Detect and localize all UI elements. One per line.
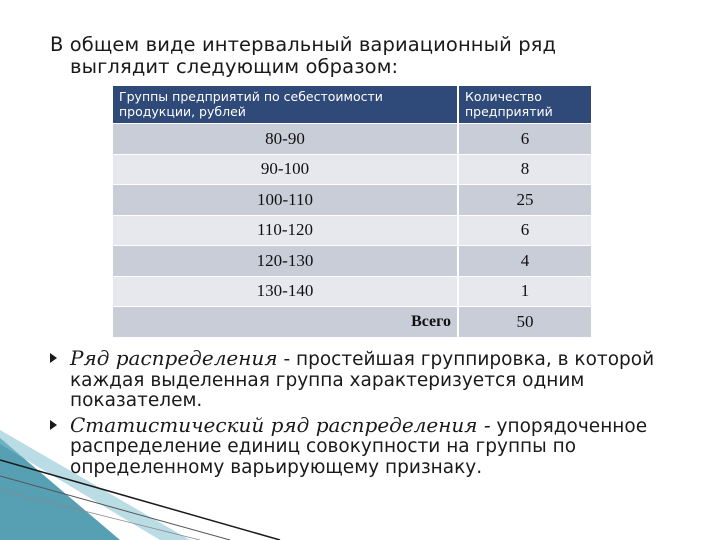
group-cell: 120-130 [113,246,458,277]
table-row [113,185,591,216]
definition-text: - простейшая группировка, в которой каждая выделенная группа характеризуется одним показателем. [70,349,655,411]
table-header-row [113,86,591,124]
count-cell: 4 [458,246,591,277]
triangle-bullet-icon [50,353,57,363]
corner-decoration [0,430,300,540]
count-cell: 8 [458,154,591,185]
triangle-bullet-icon [50,420,57,430]
interval-series-table [113,86,591,338]
count-cell: 6 [458,215,591,246]
intro-line-1: В общем виде интервальный вариационный ряд [50,33,557,56]
group-cell: 130-140 [113,276,458,307]
group-cell: 100-110 [113,185,458,216]
total-label: Всего [113,307,458,338]
count-cell: 25 [458,185,591,216]
count-cell: 1 [458,276,591,307]
header-count: Количество предприятий [458,86,591,124]
table-row [113,215,591,246]
total-count: 50 [458,307,591,338]
group-cell: 80-90 [113,124,458,155]
table-total-row [113,307,591,338]
intro-text [50,34,670,78]
table-row [113,124,591,155]
definition-term: Статистический ряд распределения - [70,412,491,437]
count-cell: 6 [458,124,591,155]
definition-text: упорядоченное распределение единиц совокупности на группы по определенному варьирующему признаку. [70,415,648,478]
table-row [113,246,591,277]
intro-line-2: выглядит следующим образом: [70,55,399,78]
table-row [113,276,591,307]
definition-term: Ряд распределения [70,346,278,370]
list-item [50,348,690,412]
header-groups: Группы предприятий по себестоимости продукции, рублей [113,86,458,124]
group-cell: 90-100 [113,154,458,185]
group-cell: 110-120 [113,215,458,246]
table-row [113,154,591,185]
